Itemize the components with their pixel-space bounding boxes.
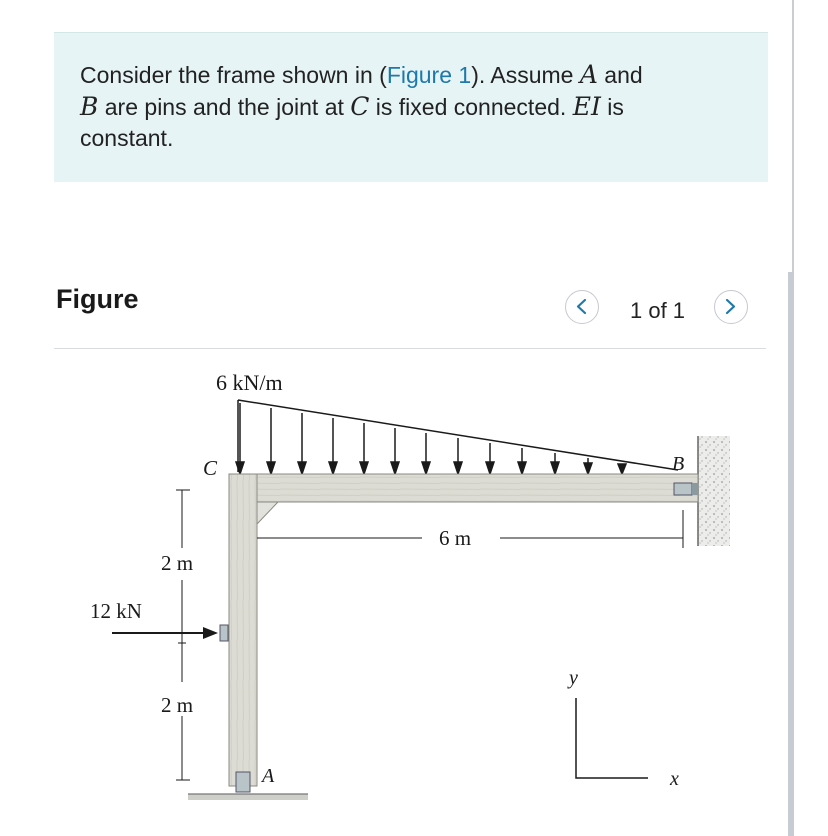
joint-gusset (257, 502, 278, 524)
pin-a (236, 772, 250, 792)
beam-member (229, 474, 698, 502)
support-a-label: A (262, 765, 275, 787)
span-label: 6 m (439, 526, 472, 550)
pin-b (674, 483, 692, 495)
load-arrows (236, 403, 626, 474)
distributed-load (216, 370, 678, 474)
point-load-arrowhead (203, 627, 218, 639)
point-load-label: 12 kN (90, 599, 142, 623)
problem-text-part: constant. (80, 125, 174, 151)
load-bracket (220, 625, 228, 641)
figure-heading: Figure (56, 284, 139, 314)
problem-text-part: ). Assume (471, 62, 580, 88)
support-b-label: B (672, 453, 685, 475)
x-axis-label: x (670, 768, 679, 790)
var-a: A (579, 60, 598, 89)
column-member (229, 474, 257, 786)
joint-c-label: C (203, 456, 218, 480)
load-label: 6 kN/m (216, 370, 283, 395)
y-axis-label: y (569, 667, 578, 689)
var-b: B (80, 92, 99, 121)
coordinate-axes (576, 698, 648, 778)
pin-b-plate (692, 483, 698, 495)
var-c: C (350, 92, 370, 121)
problem-text-part: are pins and the joint at (98, 94, 351, 120)
vertical-dimension (176, 490, 190, 780)
problem-text-part: is fixed connected. (369, 94, 573, 120)
figure-link[interactable]: Figure 1 (386, 62, 472, 88)
figure-pager: 1 of 1 (630, 298, 686, 323)
problem-text-part: and (597, 62, 643, 88)
lower-height-label: 2 m (161, 693, 194, 717)
var-ei: EI (572, 92, 601, 121)
wall-support (698, 436, 730, 546)
ground-support (188, 794, 308, 800)
upper-height-label: 2 m (161, 551, 194, 575)
problem-text-part: is (600, 94, 624, 120)
problem-text-part: Consider the frame shown in ( (80, 62, 387, 88)
